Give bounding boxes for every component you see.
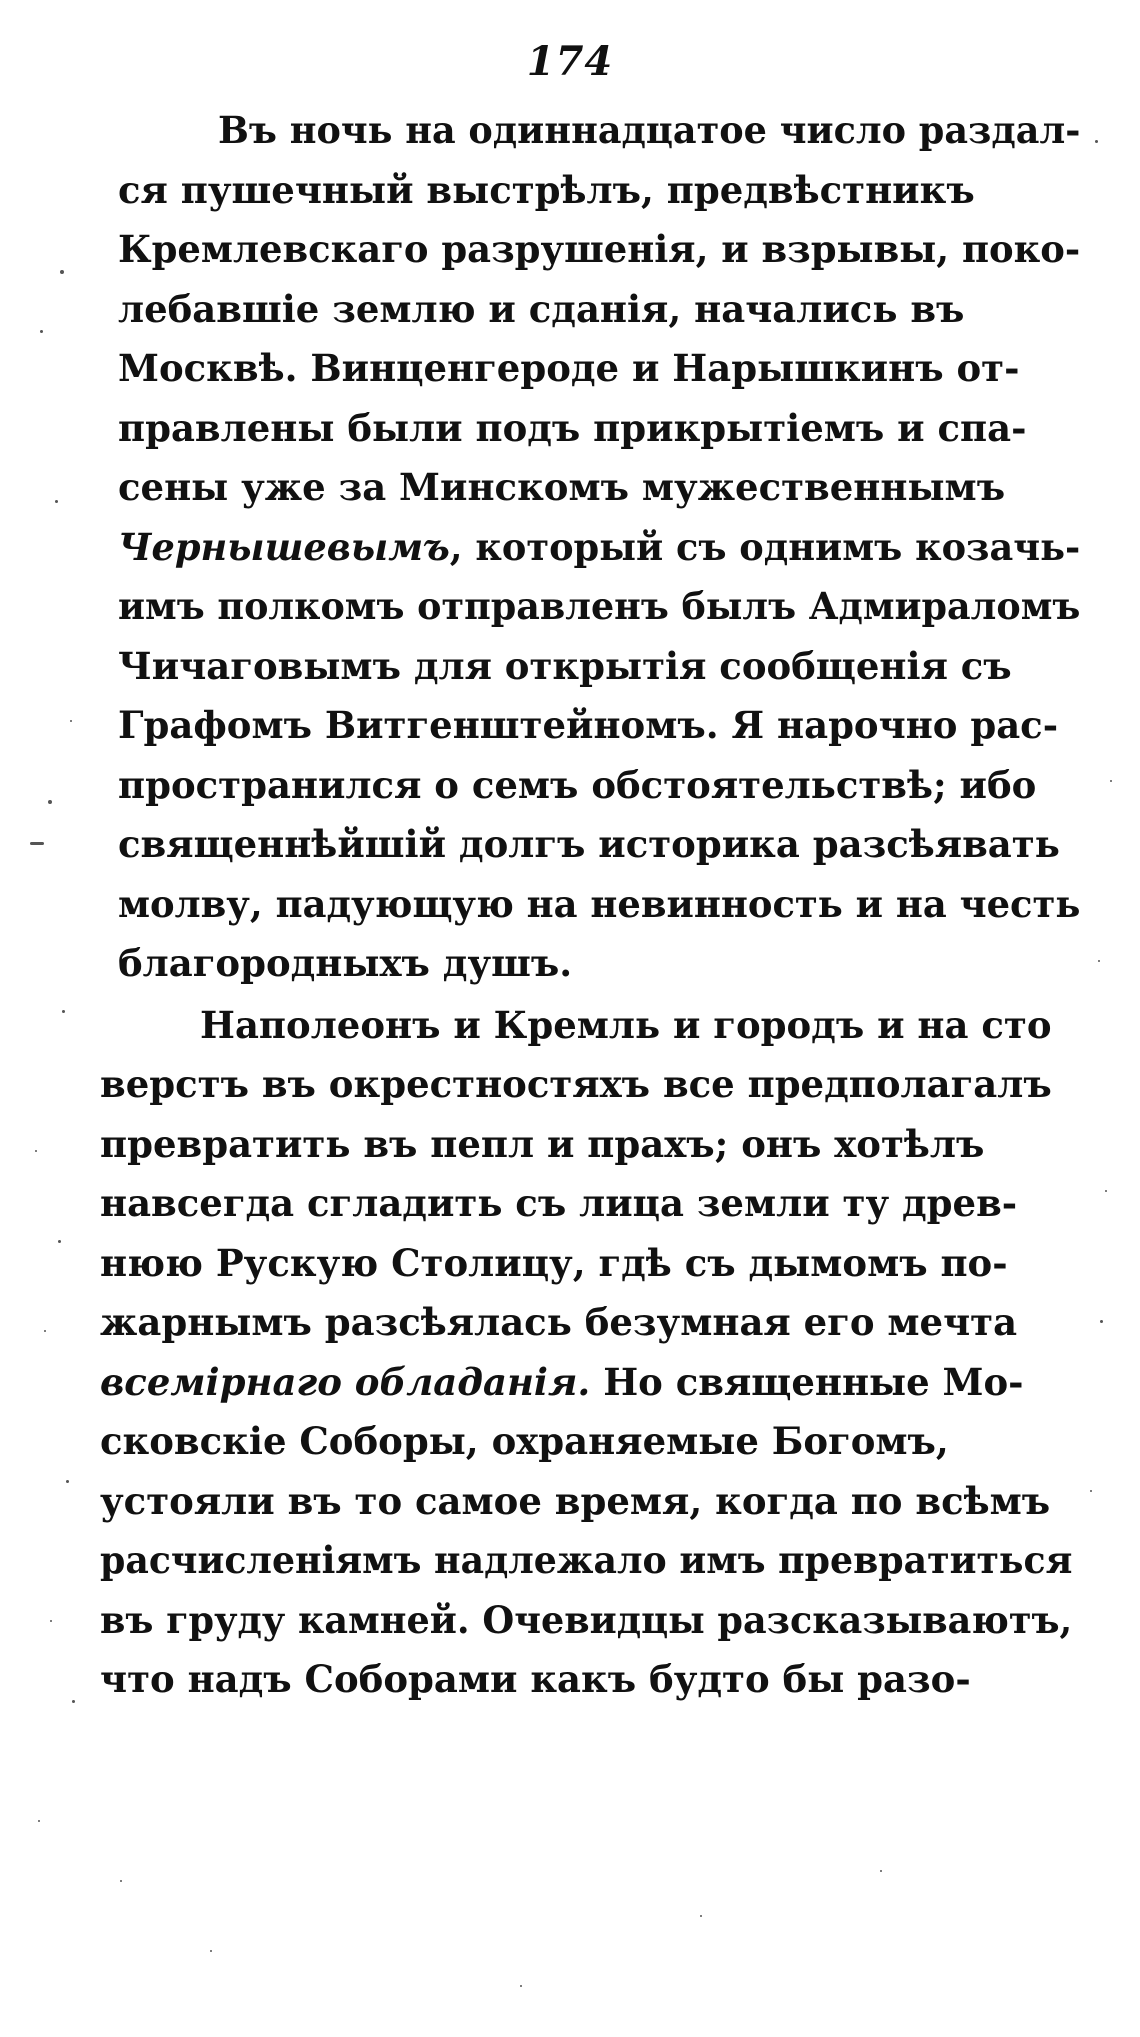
text-line	[100, 1538, 1073, 1582]
text-line	[100, 1121, 1072, 1166]
text-segment: въ груду камней. Очевидцы разсказываютъ,	[100, 1597, 1073, 1642]
text-line	[118, 822, 1080, 866]
text-segment: расчисленіямъ надлежало имъ превратиться	[100, 1538, 1073, 1582]
text-segment: молву, падующую на невинность и на честь	[118, 881, 1081, 926]
paper-speck	[66, 1480, 69, 1483]
text-segment: что надъ Соборами какъ будто бы разо-	[100, 1657, 971, 1701]
paper-speck	[1090, 1490, 1092, 1492]
paper-speck	[35, 1150, 37, 1152]
text-line	[118, 346, 1080, 390]
text-segment: Графомъ Витгенштейномъ. Я нарочно рас-	[118, 703, 1059, 747]
text-line	[118, 524, 1081, 569]
text-segment: Чичаговымъ для открытія сообщенія съ	[118, 643, 1012, 688]
paper-speck	[1105, 1190, 1107, 1192]
paper-speck	[700, 1915, 702, 1917]
paper-speck	[70, 720, 72, 722]
text-line	[100, 1240, 1072, 1285]
text-line	[100, 1359, 1072, 1404]
italic-phrase: всемірнаго обладанія.	[100, 1359, 591, 1404]
text-segment: Кремлевскаго разрушенія, и взрывы, поко-	[118, 227, 1081, 271]
italic-phrase: Чернышевымъ	[118, 524, 450, 569]
paper-speck	[55, 500, 58, 503]
paper-speck	[60, 270, 64, 274]
text-segment: превратить въ пепл и прахъ; онъ хотѣлъ	[100, 1121, 985, 1166]
text-line	[118, 643, 1080, 688]
text-segment: устояли въ то самое время, когда по всѣмъ	[100, 1478, 1051, 1523]
paper-speck	[520, 1985, 522, 1987]
text-line	[118, 584, 1081, 628]
text-line	[100, 1478, 1072, 1523]
text-segment: правлены были подъ прикрытіемъ и спа-	[118, 405, 1027, 450]
text-line	[118, 227, 1081, 271]
text-segment: благородныхъ душъ.	[118, 941, 573, 985]
paper-speck	[48, 800, 52, 804]
text-segment: пространился о семъ обстоятельствѣ; ибо	[118, 762, 1037, 807]
text-segment: нюю Рускую Столицу, гдѣ съ дымомъ по-	[100, 1240, 1008, 1285]
paper-speck	[1098, 960, 1100, 962]
paper-speck	[40, 330, 43, 333]
text-line	[118, 941, 573, 985]
text-line	[118, 167, 1080, 212]
margin-mark	[30, 842, 44, 845]
text-segment: ся пушечный выстрѣлъ, предвѣстникъ	[118, 167, 975, 212]
paper-speck	[58, 1240, 61, 1243]
text-line	[200, 1002, 1072, 1047]
text-segment: сковскіе Соборы, охраняемые Богомъ,	[100, 1419, 949, 1463]
text-line	[100, 1181, 1072, 1225]
text-segment: сены уже за Минскомъ мужественнымъ	[118, 465, 1006, 509]
text-line	[118, 762, 1080, 807]
page-number: 174	[526, 38, 614, 85]
text-line	[118, 881, 1081, 926]
paper-speck	[210, 1950, 212, 1952]
paper-speck	[50, 1620, 52, 1622]
paper-speck	[1100, 1320, 1103, 1323]
text-line	[100, 1062, 1072, 1106]
paper-speck	[38, 1820, 40, 1822]
text-segment: Въ ночь на одиннадцатое число раздал-	[218, 108, 1081, 152]
text-line	[118, 405, 1080, 450]
text-segment: навсегда сгладить съ лица земли ту древ-	[100, 1181, 1018, 1225]
paper-speck	[1095, 140, 1098, 143]
text-line	[118, 703, 1080, 747]
text-line	[118, 286, 1080, 331]
text-segment: жарнымъ разсѣялась безумная его мечта	[100, 1300, 1018, 1344]
paper-speck	[62, 1010, 65, 1013]
text-segment: верстъ въ окрестностяхъ все предполагалъ	[100, 1062, 1052, 1106]
text-segment: Москвѣ. Винценгероде и Нарышкинъ от-	[118, 346, 1020, 390]
text-line	[118, 465, 1080, 509]
paper-speck	[44, 1330, 46, 1332]
paper-speck	[1110, 780, 1112, 782]
text-segment: лебавшіе землю и сданія, начались въ	[118, 286, 965, 331]
text-line	[100, 1300, 1072, 1344]
paper-speck	[120, 1880, 122, 1882]
paper-speck	[72, 1700, 75, 1703]
text-segment: священнѣйшій долгъ историка разсѣявать	[118, 822, 1060, 866]
paper-speck	[880, 1870, 882, 1872]
text-line	[100, 1657, 1072, 1701]
text-line	[100, 1597, 1073, 1642]
text-line	[218, 108, 1081, 152]
text-segment: Наполеонъ и Кремль и городъ и на сто	[200, 1002, 1052, 1047]
text-segment: Но священные Мо-	[590, 1359, 1024, 1404]
text-line	[100, 1419, 1072, 1463]
text-segment: , который съ однимъ козачь-	[449, 524, 1081, 569]
text-segment: имъ полкомъ отправленъ былъ Адмираломъ	[118, 584, 1081, 628]
